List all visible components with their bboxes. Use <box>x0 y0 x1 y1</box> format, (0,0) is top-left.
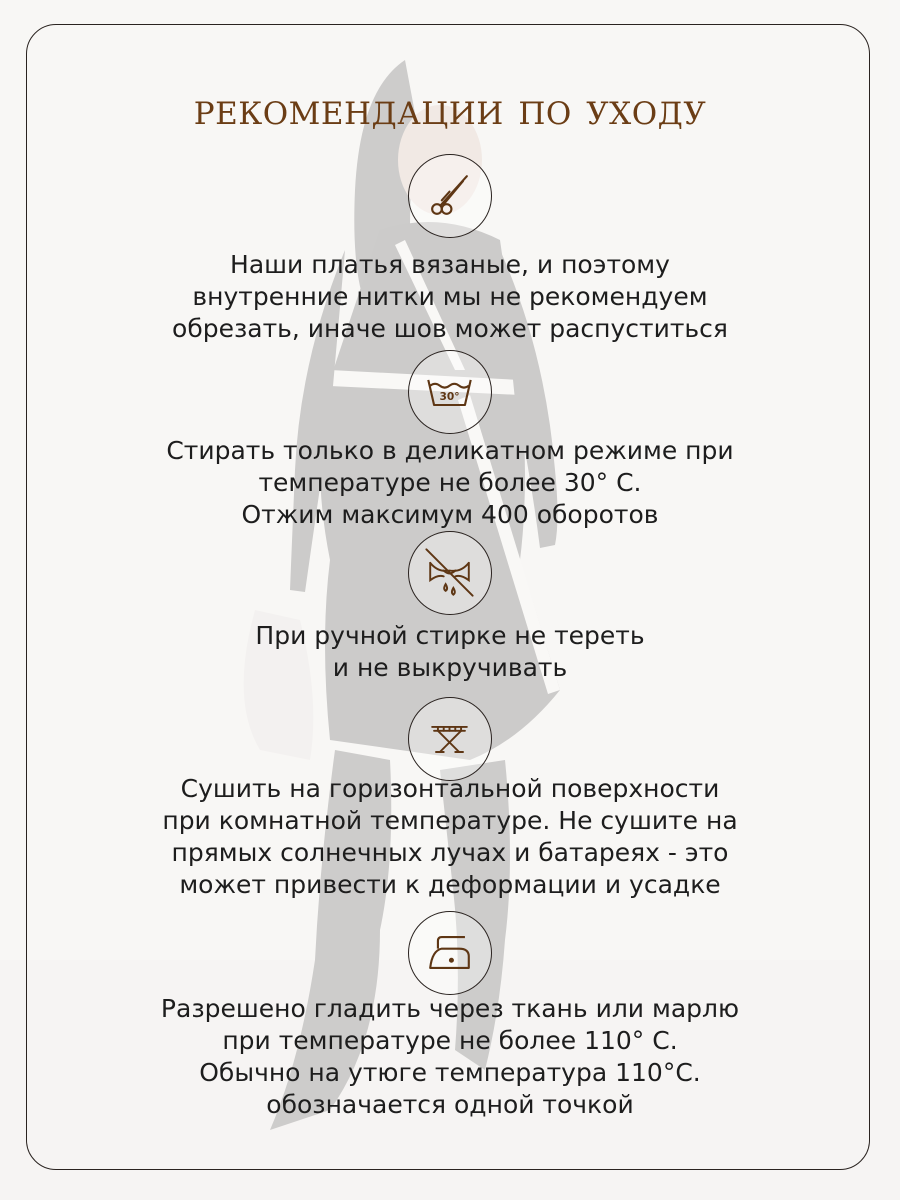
flat-dry-icon <box>408 697 492 781</box>
care-text-5 <box>100 993 800 1121</box>
care-text-line: Наши платья вязаные, и поэтому <box>230 250 670 279</box>
care-text-line: прямых солнечных лучах и батареях - это <box>171 838 729 867</box>
care-text-line: Обычно на утюге температура 110°С. <box>199 1058 701 1087</box>
care-text-line: при комнатной температуре. Не сушите на <box>162 806 738 835</box>
care-text-line: температуре не более 30° С. <box>258 468 642 497</box>
scissors-icon <box>408 154 492 238</box>
care-text-line: Разрешено гладить через ткань или марлю <box>160 994 740 1023</box>
care-text-line: Отжим максимум 400 оборотов <box>241 500 659 529</box>
care-text-line: обрезать, иначе шов может распуститься <box>172 314 728 343</box>
care-text-3 <box>100 620 800 684</box>
care-text-line: При ручной стирке не тереть <box>255 621 645 650</box>
no-wringing-icon <box>408 531 492 615</box>
care-text-line: внутренние нитки мы не рекомендуем <box>192 282 708 311</box>
care-text-line: Сушить на горизонтальной поверхности <box>180 774 720 803</box>
wash-temperature-label: 30° <box>439 391 460 404</box>
care-text-line: может привести к деформации и усадке <box>179 870 721 899</box>
care-text-line: и не выкручивать <box>332 653 568 682</box>
care-text-line: обозначается одной точкой <box>266 1090 634 1119</box>
iron-icon <box>408 911 492 995</box>
care-text-line: Стирать только в деликатном режиме при <box>166 436 734 465</box>
page-title: рекомендации по уходу <box>193 84 707 135</box>
care-text-line: при температуре не более 110° С. <box>222 1026 678 1055</box>
care-text-1 <box>100 249 800 345</box>
wash-30-icon <box>408 350 492 434</box>
care-text-4 <box>100 773 800 901</box>
care-text-2 <box>100 435 800 531</box>
